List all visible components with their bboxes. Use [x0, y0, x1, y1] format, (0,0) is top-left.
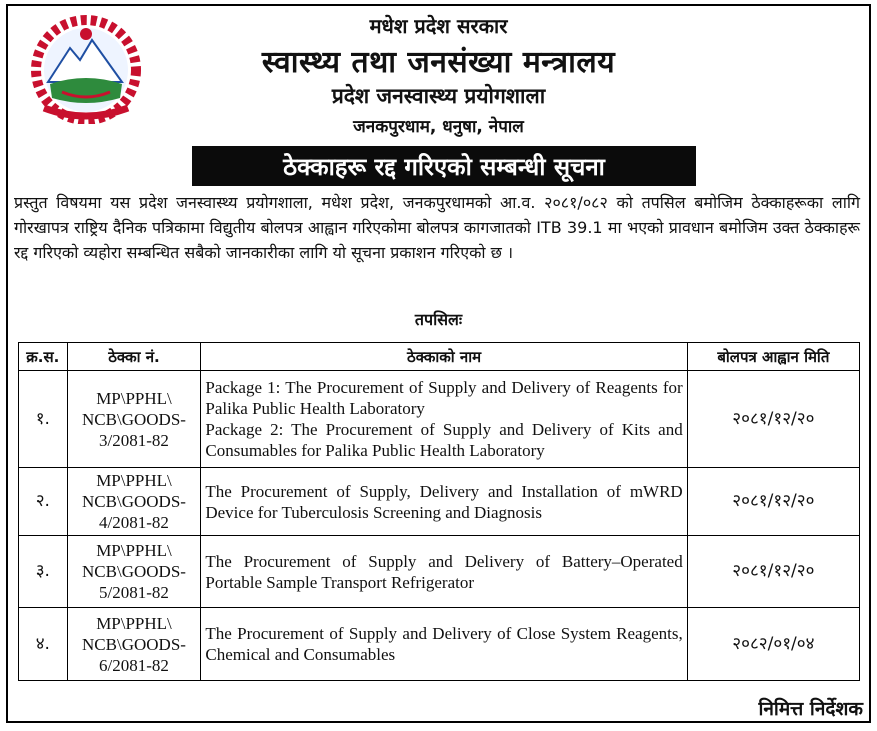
row-sn: ३.	[19, 536, 68, 608]
row-contract-no: MP\PPHL\ NCB\GOODS-6/2081-82	[67, 608, 201, 681]
table-row	[19, 468, 860, 536]
row-sn: २.	[19, 468, 68, 536]
cancelled-tenders-table	[18, 342, 860, 681]
table-row	[19, 371, 860, 468]
row-contract-no: MP\PPHL\ NCB\GOODS-3/2081-82	[67, 371, 201, 468]
row-contract-no: MP\PPHL\ NCB\GOODS-4/2081-82	[67, 468, 201, 536]
row-bid-date: २०८१/१२/२०	[687, 536, 859, 608]
schedule-label: तपसिलः	[414, 310, 463, 329]
header-contract-name: ठेक्काको नाम	[201, 343, 687, 371]
office-address: जनकपुरधाम, धनुषा, नेपाल	[353, 117, 524, 137]
header-bid-date: बोलपत्र आह्वान मिति	[687, 343, 859, 371]
package-1-name: Package 1: The Procurement of Supply and Delivery of Reagents for Palika Public Health Laboratory	[205, 378, 683, 418]
row-bid-date: २०८२/०१/०४	[687, 608, 859, 681]
notice-body: प्रस्तुत विषयमा यस प्रदेश जनस्वास्थ्य प्रयोगशाला, मधेश प्रदेश, जनकपुरधामको आ.व. २०८१/०८२ को तपसिल बमोजिम ठेक्काहरूका लागि गोरखापत्र राष्ट्रिय दैनिक पत्रिकामा विद्युतीय बोलपत्र आह्वान गरिएकोमा बोलपत्र कागजातको ITB 39.1 मा भएको प्रावधान बमोजिम उक्त ठेक्काहरू रद्द गरिएको व्यहोरा सम्बन्धित सबैको जानकारीका लागि यो सूचना प्रकाशन गरिएको छ ।	[14, 193, 860, 262]
row-contract-name: The Procurement of Supply and Delivery of Close System Reagents, Chemical and Consumables	[201, 608, 687, 681]
government-name: मधेश प्रदेश सरकार	[369, 14, 508, 38]
notice-page	[6, 4, 871, 723]
notice-title: ठेक्काहरू रद्द गरिएको सम्बन्धी सूचना	[192, 146, 696, 186]
row-sn: ४.	[19, 608, 68, 681]
row-sn: १.	[19, 371, 68, 468]
table-row	[19, 536, 860, 608]
laboratory-name: प्रदेश जनस्वास्थ्य प्रयोगशाला	[331, 84, 546, 108]
table-header-row	[19, 343, 860, 371]
package-2-name: Package 2: The Procurement of Supply and Delivery of Kits and Consumables for Palika Public Health Laboratory	[205, 420, 683, 460]
ministry-name: स्वास्थ्य तथा जनसंख्या मन्त्रालय	[261, 45, 616, 80]
row-bid-date: २०८१/१२/२०	[687, 468, 859, 536]
table-row	[19, 608, 860, 681]
header-contract-no: ठेक्का नं.	[67, 343, 201, 371]
row-contract-name: The Procurement of Supply, Delivery and Installation of mWRD Device for Tuberculosis Screening and Diagnosis	[201, 468, 687, 536]
row-contract-name	[201, 371, 687, 468]
header-sn: क्र.स.	[19, 343, 68, 371]
row-contract-name: The Procurement of Supply and Delivery of Battery–Operated Portable Sample Transport Refrigerator	[201, 536, 687, 608]
row-bid-date: २०८१/१२/२०	[687, 371, 859, 468]
row-contract-no: MP\PPHL\ NCB\GOODS-5/2081-82	[67, 536, 201, 608]
signatory-title: निमित्त निर्देशक	[758, 698, 863, 720]
